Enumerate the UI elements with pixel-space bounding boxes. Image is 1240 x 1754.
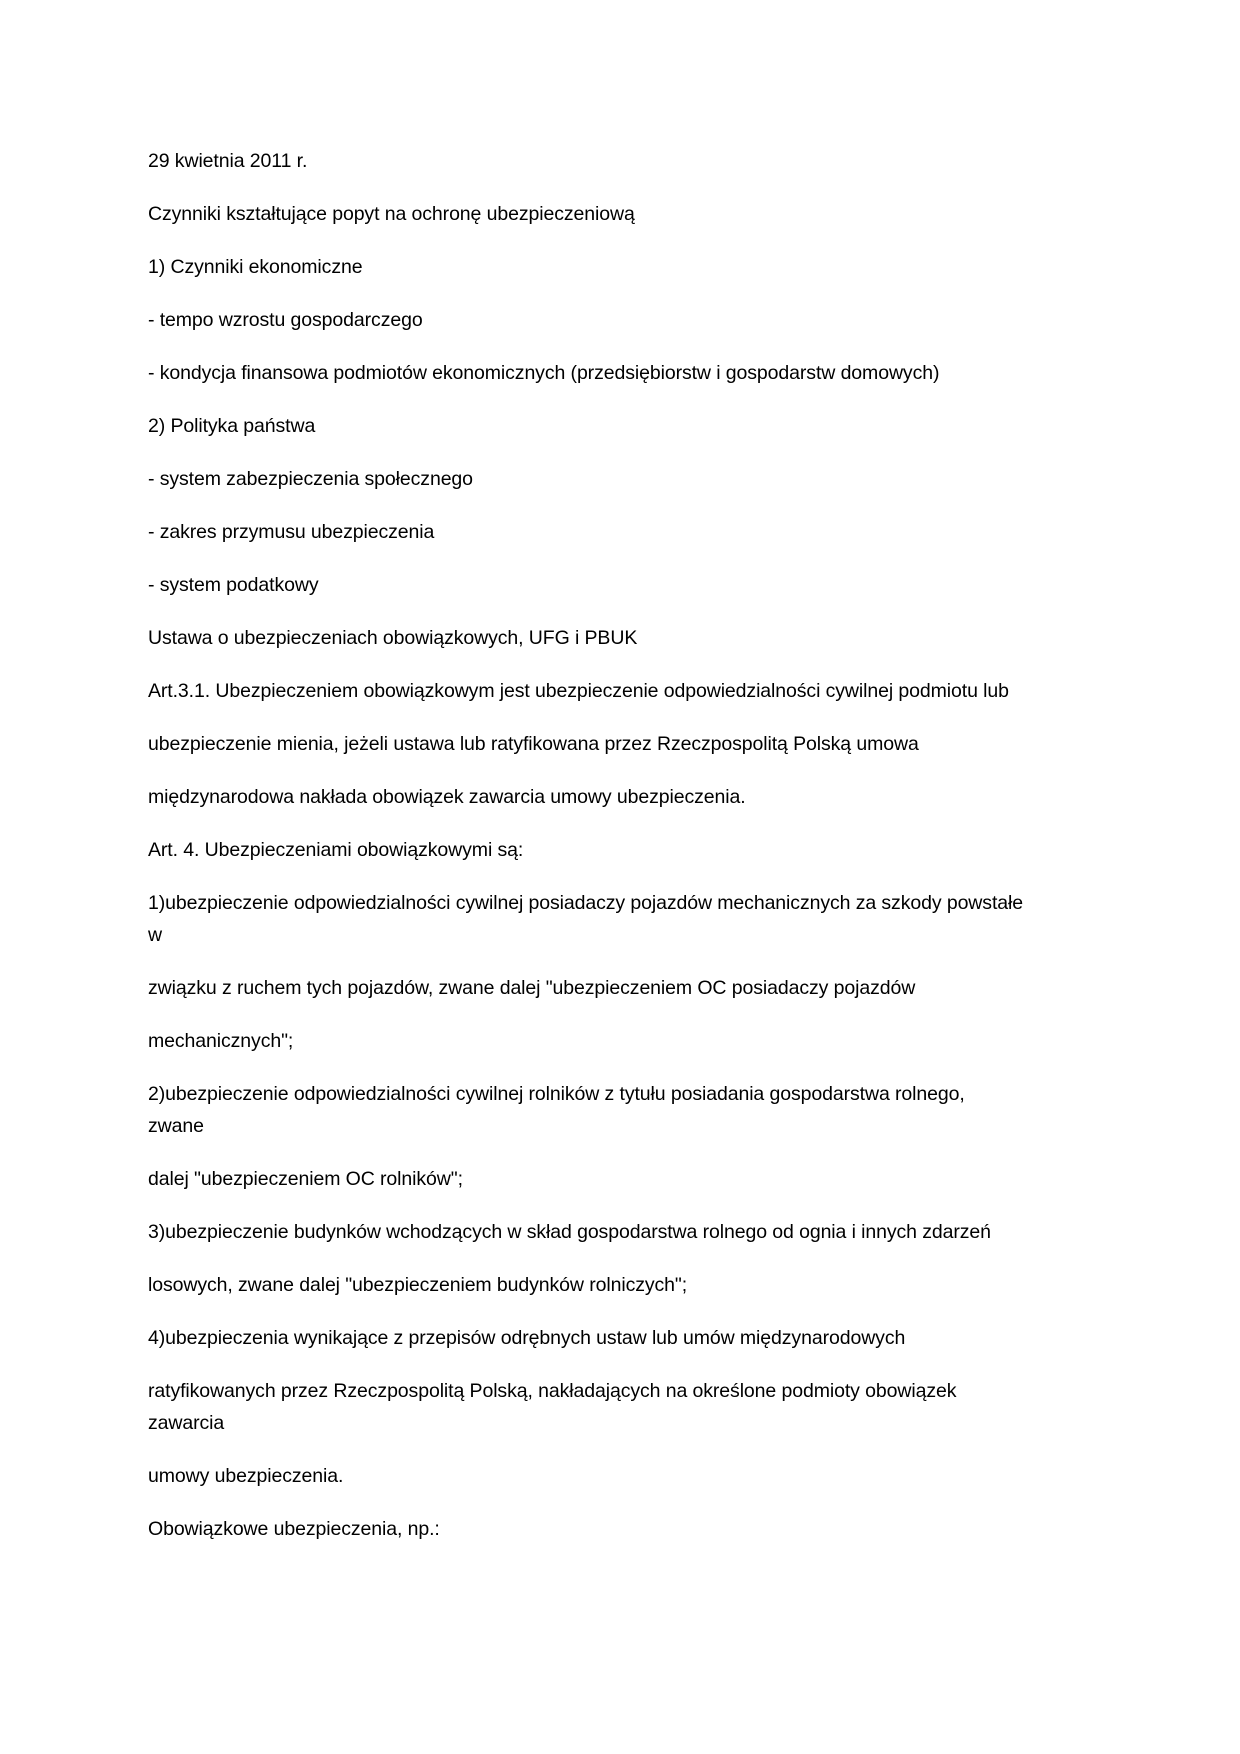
date-line: 29 kwietnia 2011 r. <box>148 150 308 172</box>
list-item-line: ratyfikowanych przez Rzeczpospolitą Polską, nakładających na określone podmioty obowiązek <box>148 1380 957 1402</box>
bullet-line: - kondycja finansowa podmiotów ekonomicznych (przedsiębiorstw i gospodarstw domowych) <box>148 362 940 384</box>
list-item-line: 4)ubezpieczenia wynikające z przepisów odrębnych ustaw lub umów międzynarodowych <box>148 1327 906 1349</box>
list-item-line: w <box>148 924 162 946</box>
paragraph-line: Art.3.1. Ubezpieczeniem obowiązkowym jest ubezpieczenie odpowiedzialności cywilnej podmiotu lub <box>148 680 1009 702</box>
section-heading: 2) Polityka państwa <box>148 415 316 437</box>
heading-line: Czynniki kształtujące popyt na ochronę ubezpieczeniową <box>148 203 635 225</box>
paragraph-line: Ustawa o ubezpieczeniach obowiązkowych, UFG i PBUK <box>148 627 638 649</box>
section-heading: 1) Czynniki ekonomiczne <box>148 256 363 278</box>
list-item-line: 1)ubezpieczenie odpowiedzialności cywilnej posiadaczy pojazdów mechanicznych za szkody powstałe <box>148 892 1023 914</box>
list-item-line: 3)ubezpieczenie budynków wchodzących w skład gospodarstwa rolnego od ognia i innych zdarzeń <box>148 1221 991 1243</box>
bullet-line: - system podatkowy <box>148 574 319 596</box>
list-item-line: związku z ruchem tych pojazdów, zwane dalej "ubezpieczeniem OC posiadaczy pojazdów <box>148 977 916 999</box>
list-item-line: zwane <box>148 1115 204 1137</box>
list-item-line: zawarcia <box>148 1412 225 1434</box>
bullet-line: - tempo wzrostu gospodarczego <box>148 309 423 331</box>
paragraph-line: ubezpieczenie mienia, jeżeli ustawa lub ratyfikowana przez Rzeczpospolitą Polską umowa <box>148 733 919 755</box>
paragraph-line: międzynarodowa nakłada obowiązek zawarcia umowy ubezpieczenia. <box>148 786 746 808</box>
paragraph-line: Art. 4. Ubezpieczeniami obowiązkowymi są: <box>148 839 524 861</box>
list-item-line: umowy ubezpieczenia. <box>148 1465 344 1487</box>
list-item-line: losowych, zwane dalej "ubezpieczeniem budynków rolniczych"; <box>148 1274 688 1296</box>
list-item-line: dalej "ubezpieczeniem OC rolników"; <box>148 1168 463 1190</box>
list-item-line: 2)ubezpieczenie odpowiedzialności cywilnej rolników z tytułu posiadania gospodarstwa rolnego, <box>148 1083 965 1105</box>
bullet-line: - zakres przymusu ubezpieczenia <box>148 521 435 543</box>
paragraph-line: Obowiązkowe ubezpieczenia, np.: <box>148 1518 440 1540</box>
list-item-line: mechanicznych"; <box>148 1030 294 1052</box>
bullet-line: - system zabezpieczenia społecznego <box>148 468 473 490</box>
